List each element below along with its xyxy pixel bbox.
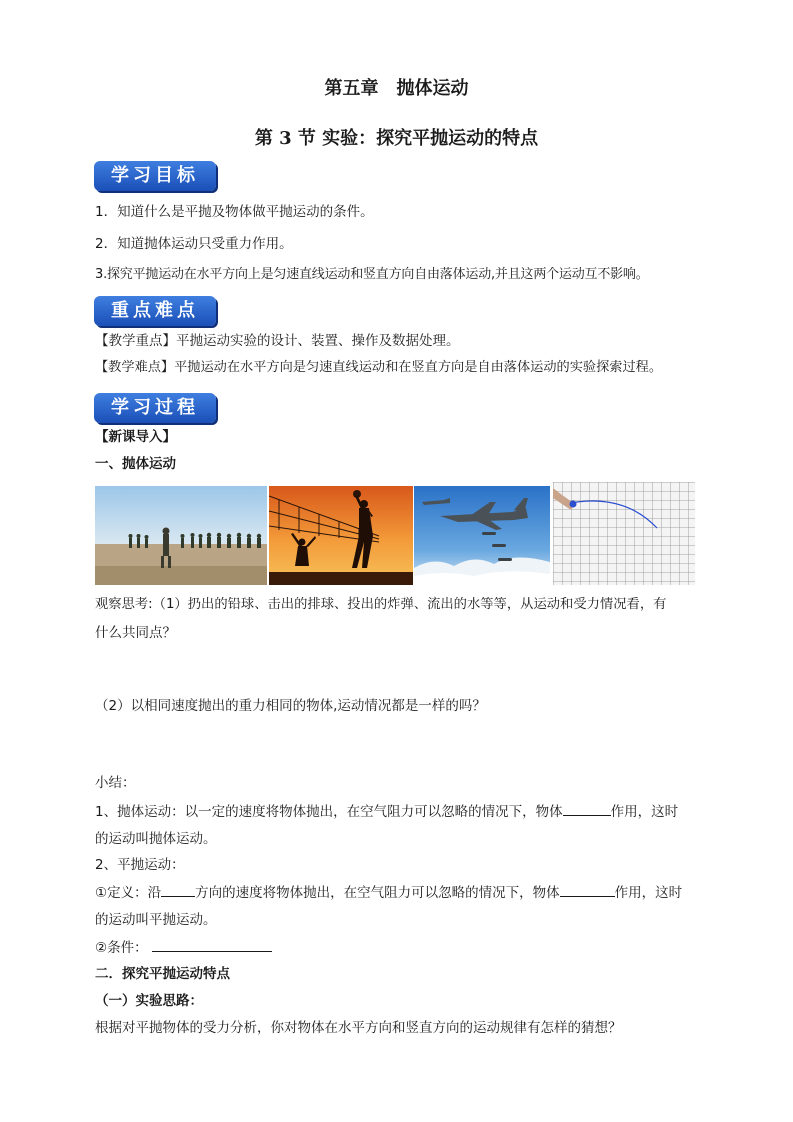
banner-key-points: 重点难点 — [94, 296, 216, 326]
experiment-idea-text: 根据对平抛物体的受力分析，你对物体在水平方向和竖直方向的运动规律有怎样的猜想？ — [95, 1020, 622, 1036]
teaching-difficulty: 【教学难点】平抛运动在水平方向是匀速直线运动和在竖直方向是自由落体运动的实验探索过程。 — [95, 360, 663, 375]
summary-1-text-a: 1、抛体运动：以一定的速度将物体抛出，在空气阻力可以忽略的情况下，物体 — [95, 804, 563, 820]
goal-3: 3.探究平抛运动在水平方向上是匀速直线运动和竖直方向自由落体运动,并且这两个运动互不影响。 — [95, 267, 649, 282]
chapter-title: 第五章 抛体运动 — [324, 78, 469, 99]
definition-line — [95, 882, 682, 903]
bomber-jet-photo — [414, 486, 550, 585]
summary-label: 小结： — [95, 775, 136, 791]
shot-put-photo — [95, 486, 267, 585]
condition-label: ②条件： — [95, 940, 148, 956]
volleyball-photo — [269, 486, 413, 585]
summary-1-line2: 的运动叫抛体运动。 — [95, 831, 217, 847]
experiment-idea-heading: （一）实验思路： — [95, 993, 203, 1009]
section-title: 第 3 节 实验：探究平抛运动的特点 — [254, 128, 539, 149]
observe-question-1-line1: 观察思考:（1）扔出的铅球、击出的排球、投出的炸弹、流出的水等等，从运动和受力情况看，有 — [95, 597, 667, 612]
summary-throw-motion — [95, 801, 678, 822]
summary-1-text-b: 作用，这时 — [610, 804, 679, 820]
observe-question-2: （2）以相同速度抛出的重力相同的物体,运动情况都是一样的吗？ — [95, 698, 486, 714]
banner-learning-goals: 学习目标 — [94, 161, 216, 191]
intro-heading: 【新课导入】 — [95, 429, 176, 445]
fill-blank-direction[interactable] — [161, 882, 195, 897]
condition-line — [95, 937, 272, 958]
definition-text-b: 方向的速度将物体抛出，在空气阻力可以忽略的情况下，物体 — [195, 885, 560, 901]
part2-heading: 二．探究平抛运动特点 — [95, 966, 230, 982]
goal-2: 2．知道抛体运动只受重力作用。 — [95, 236, 293, 252]
definition-text-c: 作用，这时 — [614, 885, 683, 901]
goal-1: 1．知道什么是平抛及物体做平抛运动的条件。 — [95, 204, 374, 220]
summary-projectile: 2、平抛运动： — [95, 857, 185, 873]
fill-blank-force[interactable] — [563, 801, 611, 816]
teaching-focus: 【教学重点】平抛运动实验的设计、装置、操作及数据处理。 — [95, 333, 460, 349]
definition-text-a: ①定义：沿 — [95, 885, 162, 901]
grid-trajectory-photo — [553, 482, 695, 585]
banner-learning-process: 学习过程 — [94, 393, 216, 423]
part1-heading: 一、抛体运动 — [95, 456, 176, 472]
definition-line2: 的运动叫平抛运动。 — [95, 912, 217, 928]
fill-blank-force-2[interactable] — [560, 882, 615, 897]
observe-question-1-line2: 什么共同点？ — [95, 625, 176, 641]
fill-blank-condition[interactable] — [152, 937, 272, 952]
